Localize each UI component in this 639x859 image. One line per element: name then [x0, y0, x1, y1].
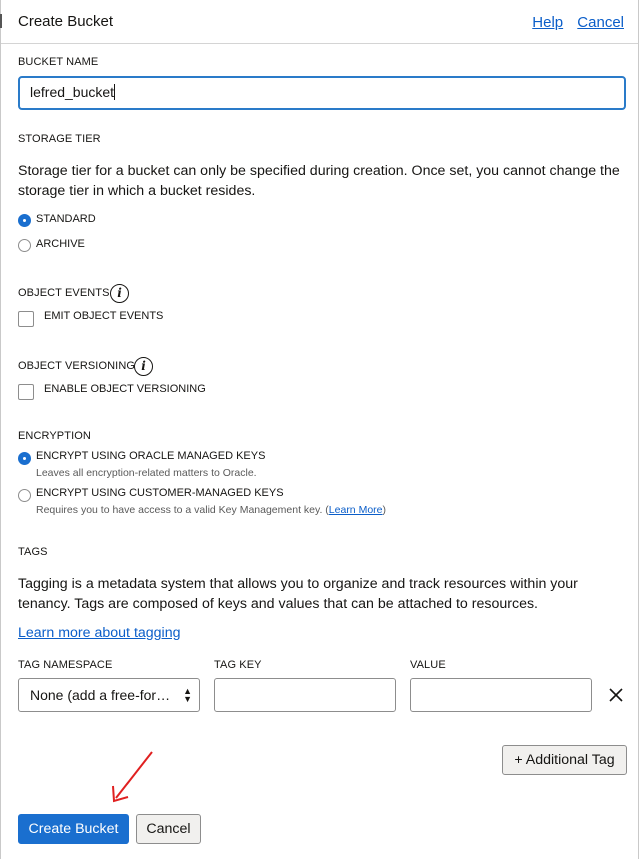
tag-namespace-column-label: TAG NAMESPACE [18, 659, 113, 671]
radio-oracle-managed-keys-label: ENCRYPT USING ORACLE MANAGED KEYS [36, 450, 266, 462]
tag-namespace-value: None (add a free-for… [30, 687, 171, 703]
encryption-label: ENCRYPTION [18, 430, 91, 442]
tag-key-input[interactable] [214, 678, 396, 712]
learn-more-link[interactable]: Learn More [328, 504, 383, 516]
tag-key-column-label: TAG KEY [214, 659, 262, 671]
close-icon[interactable] [607, 686, 625, 704]
text-caret [114, 84, 115, 100]
panel-header [1, 0, 638, 44]
create-bucket-button[interactable]: Create Bucket [18, 814, 129, 844]
cancel-button[interactable]: Cancel [136, 814, 201, 844]
bucket-name-input[interactable] [18, 76, 626, 110]
select-updown-icon: ▲ ▼ [183, 686, 192, 704]
enable-object-versioning-checkbox[interactable] [18, 384, 34, 400]
info-icon[interactable]: i [134, 357, 153, 376]
radio-archive[interactable] [18, 239, 31, 252]
customer-managed-keys-text: Requires you to have access to a valid Key Management key. ( [36, 504, 329, 516]
panel-title: Create Bucket [18, 13, 114, 30]
bucket-name-label: BUCKET NAME [18, 56, 99, 68]
radio-archive-label: ARCHIVE [36, 238, 85, 250]
tag-value-input[interactable] [410, 678, 592, 712]
tag-namespace-select[interactable] [18, 678, 200, 712]
enable-object-versioning-label: ENABLE OBJECT VERSIONING [44, 383, 206, 395]
radio-customer-managed-keys[interactable] [18, 489, 31, 502]
help-link[interactable]: Help [532, 14, 564, 31]
storage-tier-description: Storage tier for a bucket can only be specified during creation. Once set, you cannot change the storage tier in which a bucket resides. [18, 163, 620, 199]
additional-tag-button[interactable]: + Additional Tag [502, 745, 627, 775]
radio-standard[interactable] [18, 214, 31, 227]
emit-object-events-label: EMIT OBJECT EVENTS [44, 310, 164, 322]
storage-tier-label: STORAGE TIER [18, 133, 101, 145]
tag-value-column-label: VALUE [410, 659, 446, 671]
radio-customer-managed-keys-label: ENCRYPT USING CUSTOMER-MANAGED KEYS [36, 487, 284, 499]
learn-more-about-tagging-link[interactable]: Learn more about tagging [18, 625, 181, 641]
customer-managed-keys-description [36, 504, 386, 516]
tags-label: TAGS [18, 546, 48, 558]
oracle-managed-keys-description: Leaves all encryption-related matters to Oracle. [36, 467, 257, 479]
header-cancel-link[interactable]: Cancel [577, 14, 624, 31]
emit-object-events-checkbox[interactable] [18, 311, 34, 327]
object-versioning-label: OBJECT VERSIONING [18, 360, 136, 372]
annotation-arrow-icon [101, 748, 161, 806]
bucket-name-value: lefred_bucket [30, 84, 115, 100]
object-events-label: OBJECT EVENTS [18, 287, 110, 299]
header-links [522, 14, 624, 31]
tags-description: Tagging is a metadata system that allows you to organize and track resources within your tenancy. Tags are composed of keys and values that can be attached to resources. [18, 576, 578, 612]
info-icon[interactable]: i [110, 284, 129, 303]
radio-standard-label: STANDARD [36, 213, 96, 225]
customer-managed-keys-suffix: ) [382, 504, 386, 516]
radio-oracle-managed-keys[interactable] [18, 452, 31, 465]
